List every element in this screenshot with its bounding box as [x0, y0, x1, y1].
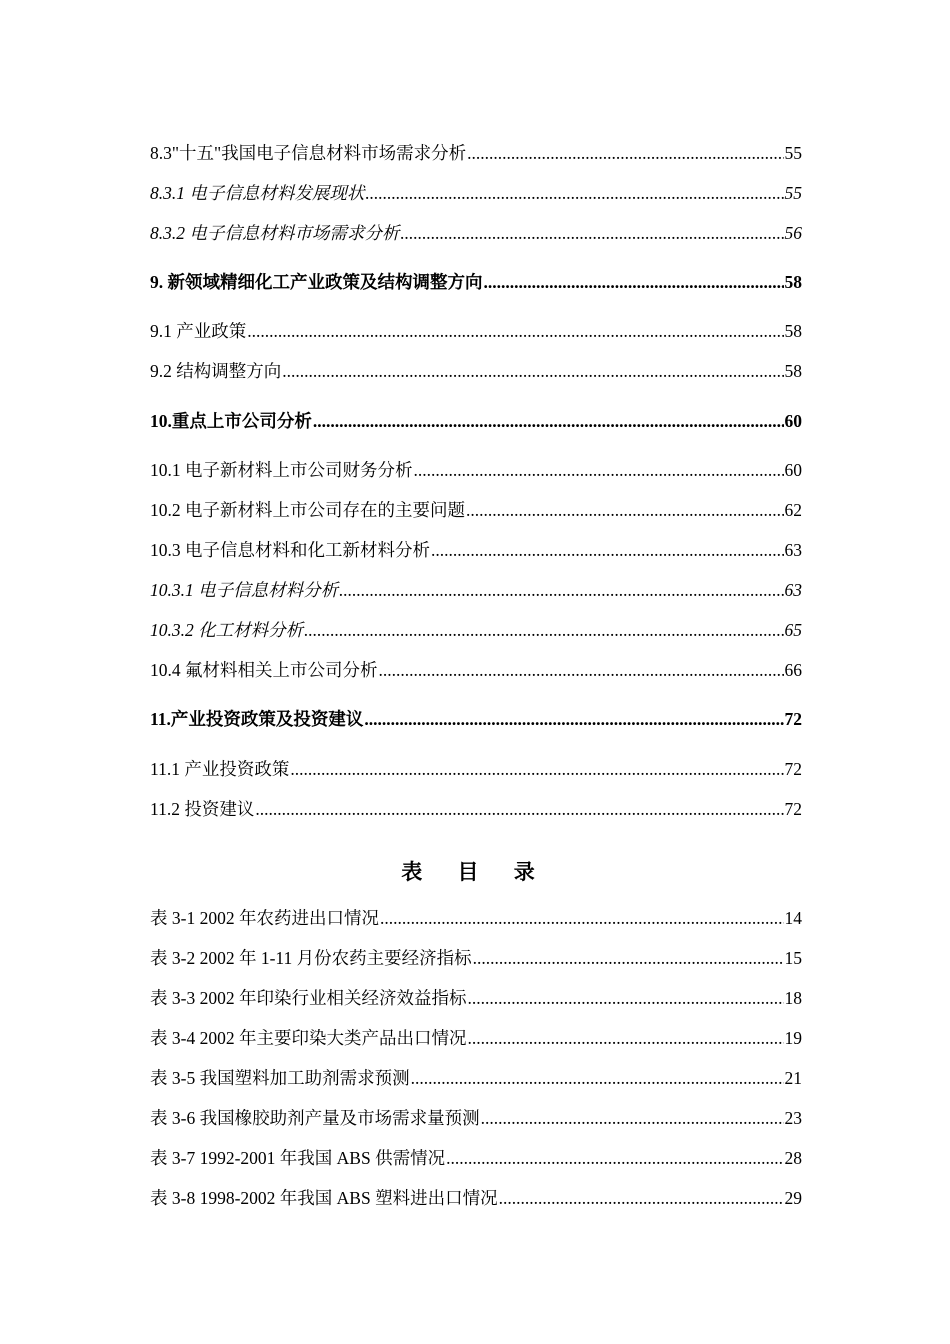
toc-leader-dots [414, 458, 784, 482]
toc-entry[interactable] [150, 221, 802, 245]
table-entry[interactable] [150, 1066, 802, 1090]
toc-leader-dots [290, 757, 783, 781]
table-entry[interactable] [150, 986, 802, 1010]
toc-entry-title: 10.1 电子新材料上市公司财务分析 [150, 460, 413, 480]
table-entry-title: 表 3-5 我国塑料加工助剂需求预测 [150, 1068, 410, 1088]
table-entry[interactable] [150, 1106, 802, 1130]
toc-entry-page: 58 [784, 321, 802, 341]
toc-entry[interactable] [150, 359, 802, 383]
toc-entry-title: 10.3.2 化工材料分析 [150, 620, 304, 640]
table-entry-page: 28 [784, 1148, 802, 1168]
table-entry-page: 19 [784, 1028, 802, 1048]
toc-entry-title: 9.2 结构调整方向 [150, 361, 282, 381]
toc-entry-title: 8.3"十五"我国电子信息材料市场需求分析 [150, 143, 467, 163]
toc-leader-dots [411, 1066, 784, 1090]
toc-leader-dots [481, 1106, 784, 1130]
toc-entry-page: 66 [784, 660, 802, 680]
toc-entry-page: 55 [784, 183, 802, 203]
toc-entry-page: 72 [784, 709, 802, 729]
toc-leader-dots [313, 409, 784, 433]
table-entry-title: 表 3-6 我国橡胶助剂产量及市场需求量预测 [150, 1108, 480, 1128]
toc-entry[interactable] [150, 658, 802, 682]
toc-entry-title: 8.3.1 电子信息材料发展现状 [150, 183, 365, 203]
toc-entry[interactable] [150, 319, 802, 343]
toc-leader-dots [466, 498, 784, 522]
toc-entry-title: 11.产业投资政策及投资建议 [150, 709, 364, 729]
toc-entry-title: 10.3.1 电子信息材料分析 [150, 580, 339, 600]
toc-leader-dots [364, 707, 783, 731]
toc-entry-page: 60 [784, 460, 802, 480]
toc-leader-dots [282, 359, 783, 383]
toc-leader-dots [247, 319, 783, 343]
toc-leader-dots [400, 221, 783, 245]
toc-entry[interactable] [150, 181, 802, 205]
table-entry[interactable] [150, 1146, 802, 1170]
table-entry-page: 29 [784, 1188, 802, 1208]
toc-entry-title: 10.3 电子信息材料和化工新材料分析 [150, 540, 430, 560]
toc-leader-dots [467, 1026, 783, 1050]
table-entry[interactable] [150, 946, 802, 970]
table-entry-page: 15 [784, 948, 802, 968]
toc-entry-page: 58 [784, 361, 802, 381]
table-entry[interactable] [150, 906, 802, 930]
toc-entry-page: 65 [784, 620, 802, 640]
toc-chapter-entry[interactable] [150, 707, 802, 731]
toc-entry-page: 63 [784, 540, 802, 560]
table-entry-title: 表 3-3 2002 年印染行业相关经济效益指标 [150, 988, 467, 1008]
toc-entry-title: 10.4 氟材料相关上市公司分析 [150, 660, 378, 680]
toc-entry-page: 72 [784, 759, 802, 779]
toc-entry-title: 11.2 投资建议 [150, 799, 255, 819]
toc-leader-dots [446, 1146, 783, 1170]
toc-entry[interactable] [150, 757, 802, 781]
toc-entry[interactable] [150, 578, 802, 602]
toc-entry-page: 60 [784, 411, 802, 431]
table-entry-title: 表 3-8 1998-2002 年我国 ABS 塑料进出口情况 [150, 1188, 498, 1208]
table-entry-title: 表 3-2 2002 年 1-11 月份农药主要经济指标 [150, 948, 472, 968]
toc-entry[interactable] [150, 141, 802, 165]
table-entry-title: 表 3-4 2002 年主要印染大类产品出口情况 [150, 1028, 467, 1048]
toc-leader-dots [484, 270, 784, 294]
toc-leader-dots [379, 658, 784, 682]
toc-leader-dots [380, 906, 784, 930]
toc-entry-page: 58 [784, 272, 802, 292]
toc-leader-dots [467, 986, 783, 1010]
toc-entry[interactable] [150, 458, 802, 482]
table-entry[interactable] [150, 1186, 802, 1210]
toc-leader-dots [499, 1186, 784, 1210]
toc-leader-dots [255, 797, 783, 821]
table-entry-page: 21 [784, 1068, 802, 1088]
table-entry[interactable] [150, 1026, 802, 1050]
toc-entry-page: 56 [784, 223, 802, 243]
toc-entry[interactable] [150, 618, 802, 642]
toc-entry-page: 63 [784, 580, 802, 600]
toc-entry-page: 72 [784, 799, 802, 819]
toc-entry[interactable] [150, 538, 802, 562]
table-entry-title: 表 3-7 1992-2001 年我国 ABS 供需情况 [150, 1148, 446, 1168]
toc-entry-title: 8.3.2 电子信息材料市场需求分析 [150, 223, 400, 243]
toc-entry-title: 9.1 产业政策 [150, 321, 247, 341]
toc-entry-page: 62 [784, 500, 802, 520]
toc-leader-dots [473, 946, 784, 970]
table-entry-page: 14 [784, 908, 802, 928]
table-entry-page: 23 [784, 1108, 802, 1128]
toc-leader-dots [304, 618, 783, 642]
toc-leader-dots [365, 181, 783, 205]
toc-entry-page: 55 [784, 143, 802, 163]
toc-entry-title: 11.1 产业投资政策 [150, 759, 290, 779]
toc-leader-dots [339, 578, 783, 602]
table-entry-page: 18 [784, 988, 802, 1008]
toc-entry[interactable] [150, 797, 802, 821]
list-of-tables-heading: 表 目 录 [401, 860, 549, 884]
toc-leader-dots [467, 141, 783, 165]
toc-leader-dots [431, 538, 784, 562]
toc-entry-title: 9. 新领域精细化工产业政策及结构调整方向 [150, 272, 483, 292]
toc-chapter-entry[interactable] [150, 270, 802, 294]
toc-entry[interactable] [150, 498, 802, 522]
toc-entry-title: 10.2 电子新材料上市公司存在的主要问题 [150, 500, 465, 520]
toc-entry-title: 10.重点上市公司分析 [150, 411, 312, 431]
table-entry-title: 表 3-1 2002 年农药进出口情况 [150, 908, 379, 928]
toc-chapter-entry[interactable] [150, 409, 802, 433]
